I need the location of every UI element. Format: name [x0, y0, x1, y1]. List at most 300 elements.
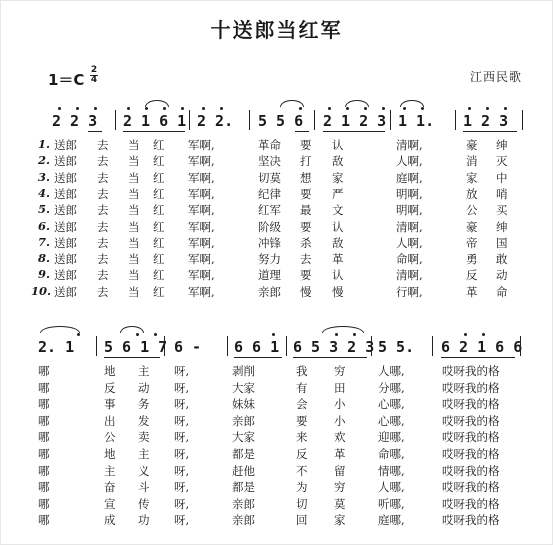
- barline: [390, 110, 391, 130]
- lyric-row: [0, 363, 553, 380]
- lyric-word: 阶级: [258, 219, 281, 234]
- octave-dot: [403, 107, 406, 110]
- lyric-word: 杀: [300, 235, 312, 250]
- lyric-word: 送郎: [54, 284, 77, 299]
- lyric-word: 军啊,: [188, 284, 215, 299]
- barline: [227, 336, 228, 356]
- lyric-word: 亲郎: [232, 413, 255, 428]
- lyric-word: 当: [128, 268, 140, 283]
- tie: [120, 326, 144, 333]
- lyric-word: 小: [334, 413, 346, 428]
- lyric-row: [0, 463, 553, 480]
- lyric-word: 敌: [332, 154, 344, 169]
- lyric-word: 去: [97, 170, 109, 185]
- octave-dot: [94, 107, 97, 110]
- lyric-word: 要: [300, 219, 312, 234]
- lyric-word: 田: [334, 380, 346, 395]
- lyric-word: 坚决: [258, 154, 281, 169]
- lyric-word: 放: [466, 186, 478, 201]
- lyric-word: 哎呀我的格: [442, 413, 500, 428]
- lyric-word: 公: [466, 203, 478, 218]
- lyric-word: 庭哪,: [378, 513, 405, 528]
- lyric-word: 严: [332, 186, 344, 201]
- lyric-word: 功: [138, 513, 150, 528]
- verse-number: 9.: [38, 267, 51, 282]
- lyric-word: 呀,: [174, 496, 190, 511]
- lyric-word: 送郎: [54, 219, 77, 234]
- lyric-word: 留: [334, 463, 346, 478]
- lyric-word: 去: [97, 252, 109, 267]
- beam: [295, 131, 309, 132]
- octave-dot: [335, 333, 338, 336]
- lyric-word: 帝: [466, 235, 478, 250]
- lyric-row: [0, 186, 553, 203]
- lyric-word: 去: [97, 138, 109, 152]
- lyric-row: [0, 219, 553, 236]
- lyric-word: 都是: [232, 480, 255, 495]
- measure-2-5: 6 5 3 2 3: [293, 338, 375, 356]
- lyric-word: 剥削: [232, 364, 255, 378]
- lyric-word: 送郎: [54, 203, 77, 218]
- lyric-word: 反: [296, 447, 308, 461]
- octave-dot: [468, 107, 471, 110]
- lyric-word: 哪: [38, 447, 50, 461]
- lyric-row: [0, 396, 553, 413]
- lyric-word: 情哪,: [378, 463, 405, 478]
- lyric-word: 慢: [332, 284, 344, 299]
- lyric-word: 大家: [232, 380, 255, 395]
- lyric-word: 奋: [104, 480, 116, 495]
- lyric-word: 军啊,: [188, 235, 215, 250]
- lyric-word: 去: [97, 219, 109, 234]
- octave-dot: [504, 107, 507, 110]
- lyric-word: 红: [153, 186, 165, 201]
- barline: [189, 110, 190, 130]
- octave-dot: [328, 107, 331, 110]
- lyric-word: 送郎: [54, 170, 77, 185]
- lyric-word: 分哪,: [378, 380, 405, 395]
- lyric-word: 人啊,: [396, 235, 423, 250]
- octave-dot: [127, 107, 130, 110]
- octave-dot: [353, 333, 356, 336]
- lyric-word: 人哪,: [378, 480, 405, 495]
- lyric-word: 军啊,: [188, 170, 215, 185]
- lyric-row: [0, 235, 553, 252]
- lyric-word: 主: [138, 364, 150, 378]
- lyric-word: 不: [296, 463, 308, 478]
- barline: [249, 110, 250, 130]
- octave-dot: [486, 107, 489, 110]
- lyric-word: 呀,: [174, 447, 190, 461]
- lyric-word: 当: [128, 219, 140, 234]
- lyric-word: 反: [466, 268, 478, 283]
- lyric-word: 行啊,: [396, 284, 423, 299]
- lyric-word: 革: [334, 447, 346, 461]
- lyric-word: 消: [466, 154, 478, 169]
- lyric-word: 为: [296, 480, 308, 495]
- lyric-word: 命: [496, 284, 508, 299]
- lyric-word: 红: [153, 170, 165, 185]
- lyric-word: 亲郎: [258, 284, 281, 299]
- octave-dot: [272, 333, 275, 336]
- lyric-word: 哎呀我的格: [442, 380, 500, 395]
- lyric-word: 去: [300, 252, 312, 267]
- octave-dot: [421, 107, 424, 110]
- lyric-word: 豪: [466, 138, 478, 152]
- lyric-word: 哪: [38, 397, 50, 412]
- lyric-row: [0, 137, 553, 154]
- lyric-word: 绅: [496, 219, 508, 234]
- verse-number: 2.: [38, 153, 51, 168]
- lyric-word: 哎呀我的格: [442, 397, 500, 412]
- lyric-word: 去: [97, 154, 109, 169]
- octave-dot: [299, 107, 302, 110]
- measure-1-7: 1 2 3: [463, 112, 509, 130]
- tie: [400, 100, 424, 107]
- measure-2-2: 5 6 1 7: [104, 338, 168, 356]
- lyric-row: [0, 429, 553, 446]
- beam: [104, 357, 160, 358]
- measure-2-7: 6 2 1 6 6: [441, 338, 523, 356]
- lyric-word: 地: [104, 364, 116, 378]
- lyric-word: 莫: [334, 496, 346, 511]
- tie: [345, 100, 369, 107]
- lyric-word: 绅: [496, 138, 508, 152]
- lyric-word: 呀,: [174, 413, 190, 428]
- lyric-word: 呀,: [174, 480, 190, 495]
- lyric-word: 哎呀我的格: [442, 364, 500, 378]
- lyric-word: 革: [466, 284, 478, 299]
- lyric-word: 家: [466, 170, 478, 185]
- octave-dot: [464, 333, 467, 336]
- measure-1-1: 2 2 3: [52, 112, 98, 130]
- octave-dot: [163, 107, 166, 110]
- lyric-word: 慢: [300, 284, 312, 299]
- lyric-word: 哨: [496, 186, 508, 201]
- barline: [455, 110, 456, 130]
- lyric-word: 哪: [38, 430, 50, 445]
- lyric-word: 人啊,: [396, 154, 423, 169]
- lyric-word: 哪: [38, 496, 50, 511]
- key-signature: 1＝C: [48, 71, 85, 89]
- beam: [234, 357, 282, 358]
- lyric-word: 道理: [258, 268, 281, 283]
- lyric-row: [0, 496, 553, 513]
- lyric-word: 哎呀我的格: [442, 513, 500, 528]
- lyric-row: [0, 380, 553, 397]
- lyric-word: 清啊,: [396, 138, 423, 152]
- lyric-row: [0, 170, 553, 187]
- lyric-word: 穷: [334, 480, 346, 495]
- lyric-word: 传: [138, 496, 150, 511]
- lyric-word: 哎呀我的格: [442, 480, 500, 495]
- octave-dot: [136, 333, 139, 336]
- verse-number: 4.: [38, 185, 51, 200]
- lyric-word: 哪: [38, 413, 50, 428]
- lyric-word: 去: [97, 186, 109, 201]
- lyric-word: 清啊,: [396, 268, 423, 283]
- lyric-word: 亲郎: [232, 513, 255, 528]
- lyric-word: 纪律: [258, 186, 281, 201]
- lyric-word: 哎呀我的格: [442, 447, 500, 461]
- lyric-row: [0, 479, 553, 496]
- lyric-word: 妹妹: [232, 397, 255, 412]
- lyric-word: 哎呀我的格: [442, 430, 500, 445]
- time-signature: [90, 66, 98, 85]
- lyric-row: [0, 153, 553, 170]
- lyric-word: 认: [332, 219, 344, 234]
- lyric-word: 送郎: [54, 138, 77, 152]
- lyric-word: 军啊,: [188, 138, 215, 152]
- beam: [88, 131, 102, 132]
- lyric-word: 回: [296, 513, 308, 528]
- octave-dot: [181, 107, 184, 110]
- lyric-word: 军啊,: [188, 203, 215, 218]
- tie: [145, 100, 169, 107]
- lyric-word: 哪: [38, 380, 50, 395]
- lyric-word: 反: [104, 380, 116, 395]
- verse-number: 5.: [38, 202, 51, 217]
- verse-number: 10.: [31, 283, 52, 298]
- lyric-word: 事: [104, 397, 116, 412]
- lyric-word: 来: [296, 430, 308, 445]
- lyric-word: 送郎: [54, 186, 77, 201]
- measure-2-4: 6 6 1: [234, 338, 280, 356]
- lyric-word: 主: [138, 447, 150, 461]
- lyric-word: 红: [153, 154, 165, 169]
- octave-dot: [346, 107, 349, 110]
- lyric-word: 豪: [466, 219, 478, 234]
- verse-number: 6.: [38, 218, 51, 233]
- lyric-word: 最: [300, 203, 312, 218]
- lyric-word: 发: [138, 413, 150, 428]
- lyric-word: 当: [128, 203, 140, 218]
- lyric-word: 哪: [38, 480, 50, 495]
- lyric-word: 呀,: [174, 380, 190, 395]
- lyric-word: 哪: [38, 364, 50, 378]
- measure-1-6: 1 1.: [398, 112, 435, 130]
- lyric-word: 家: [334, 513, 346, 528]
- lyric-word: 红: [153, 138, 165, 152]
- lyric-word: 送郎: [54, 235, 77, 250]
- verse-number: 3.: [38, 169, 51, 184]
- lyric-word: 动: [496, 268, 508, 283]
- lyric-word: 都是: [232, 447, 255, 461]
- lyric-word: 军啊,: [188, 252, 215, 267]
- lyric-word: 敌: [332, 235, 344, 250]
- lyric-word: 命啊,: [396, 252, 423, 267]
- lyric-word: 心哪,: [378, 413, 405, 428]
- barline: [96, 336, 97, 356]
- lyric-word: 想: [300, 170, 312, 185]
- lyric-word: 地: [104, 447, 116, 461]
- lyric-word: 穷: [334, 364, 346, 378]
- beam: [123, 131, 185, 132]
- lyric-word: 国: [496, 235, 508, 250]
- lyric-word: 命哪,: [378, 447, 405, 461]
- lyric-word: 会: [296, 397, 308, 412]
- lyric-word: 听哪,: [378, 496, 405, 511]
- lyric-word: 呀,: [174, 364, 190, 378]
- lyric-word: 去: [97, 268, 109, 283]
- barline: [520, 336, 521, 356]
- barline: [314, 110, 315, 130]
- lyric-word: 有: [296, 380, 308, 395]
- lyric-word: 当: [128, 235, 140, 250]
- lyric-word: 当: [128, 284, 140, 299]
- lyric-row: [0, 284, 553, 301]
- lyric-word: 要: [300, 186, 312, 201]
- lyric-word: 红: [153, 235, 165, 250]
- lyric-word: 冲锋: [258, 235, 281, 250]
- octave-dot: [382, 107, 385, 110]
- lyric-word: 卖: [138, 430, 150, 445]
- lyric-word: 出: [104, 413, 116, 428]
- lyric-word: 当: [128, 154, 140, 169]
- lyric-word: 中: [496, 170, 508, 185]
- lyric-word: 军啊,: [188, 268, 215, 283]
- lyric-word: 哎呀我的格: [442, 463, 500, 478]
- lyric-word: 要: [300, 138, 312, 152]
- lyric-word: 勇: [466, 252, 478, 267]
- octave-dot: [364, 107, 367, 110]
- lyric-word: 切莫: [258, 170, 281, 185]
- lyric-word: 动: [138, 380, 150, 395]
- lyric-word: 红: [153, 268, 165, 283]
- barline: [286, 336, 287, 356]
- lyric-word: 送郎: [54, 154, 77, 169]
- lyric-word: 红: [153, 252, 165, 267]
- lyric-word: 去: [97, 235, 109, 250]
- lyric-word: 宣: [104, 496, 116, 511]
- tie: [322, 326, 364, 333]
- barline: [371, 336, 372, 356]
- time-signature-bottom: 4: [90, 75, 98, 85]
- lyric-word: 呀,: [174, 397, 190, 412]
- lyric-word: 公: [104, 430, 116, 445]
- lyric-word: 敢: [496, 252, 508, 267]
- lyric-word: 送郎: [54, 268, 77, 283]
- verse-number: 1.: [38, 137, 51, 151]
- beam: [293, 357, 367, 358]
- lyric-row: [0, 446, 553, 463]
- lyric-word: 军啊,: [188, 219, 215, 234]
- barline: [432, 336, 433, 356]
- lyric-word: 革: [332, 252, 344, 267]
- lyric-word: 亲郎: [232, 496, 255, 511]
- lyric-word: 要: [296, 413, 308, 428]
- lyric-word: 主: [104, 463, 116, 478]
- verse-number: 7.: [38, 234, 51, 249]
- lyric-word: 成: [104, 513, 116, 528]
- lyric-row: [0, 413, 553, 430]
- lyric-word: 呀,: [174, 513, 190, 528]
- lyric-word: 切: [296, 496, 308, 511]
- lyric-word: 认: [332, 268, 344, 283]
- measure-1-5: 2 1 2 3: [323, 112, 387, 130]
- octave-dot: [145, 107, 148, 110]
- lyric-word: 红: [153, 284, 165, 299]
- lyric-word: 红: [153, 219, 165, 234]
- lyric-word: 迎哪,: [378, 430, 405, 445]
- lyric-word: 认: [332, 138, 344, 152]
- lyric-word: 心哪,: [378, 397, 405, 412]
- octave-dot: [482, 333, 485, 336]
- lyric-word: 明啊,: [396, 203, 423, 218]
- lyric-word: 红: [153, 203, 165, 218]
- measure-1-2: 2 1 6 1: [123, 112, 187, 130]
- measure-2-6: 5 5.: [378, 338, 415, 356]
- lyric-word: 当: [128, 170, 140, 185]
- beam: [441, 357, 515, 358]
- measure-2-1: 2. 1: [38, 338, 75, 356]
- lyric-word: 大家: [232, 430, 255, 445]
- lyric-word: 红军: [258, 203, 281, 218]
- lyric-word: 明啊,: [396, 186, 423, 201]
- octave-dot: [202, 107, 205, 110]
- lyric-word: 呀,: [174, 463, 190, 478]
- lyric-word: 欢: [334, 430, 346, 445]
- lyric-word: 义: [138, 463, 150, 478]
- measure-1-3: 2 2.: [197, 112, 234, 130]
- lyric-row: [0, 251, 553, 268]
- lyric-word: 哎呀我的格: [442, 496, 500, 511]
- beam: [463, 131, 517, 132]
- beam: [323, 131, 385, 132]
- lyric-word: 去: [97, 284, 109, 299]
- lyric-word: 呀,: [174, 430, 190, 445]
- lyric-word: 当: [128, 186, 140, 201]
- barline: [522, 110, 523, 130]
- song-title: 十送郎当红军: [210, 18, 343, 42]
- lyric-word: 灭: [496, 154, 508, 169]
- lyric-word: 当: [128, 138, 140, 152]
- lyric-word: 哪: [38, 513, 50, 528]
- lyric-row: [0, 512, 553, 529]
- lyric-word: 要: [300, 268, 312, 283]
- lyric-word: 庭啊,: [396, 170, 423, 185]
- lyric-word: 送郎: [54, 252, 77, 267]
- time-signature-top: 2: [90, 65, 98, 75]
- barline: [115, 110, 116, 130]
- lyric-word: 军啊,: [188, 154, 215, 169]
- octave-dot: [77, 333, 80, 336]
- lyric-word: 去: [97, 203, 109, 218]
- octave-dot: [58, 107, 61, 110]
- octave-dot: [220, 107, 223, 110]
- measure-2-3: 6 -: [174, 338, 202, 356]
- lyric-word: 文: [332, 203, 344, 218]
- tie: [40, 326, 80, 333]
- lyric-row: [0, 267, 553, 284]
- lyric-row: [0, 202, 553, 219]
- lyric-word: 赶他: [232, 463, 255, 478]
- lyric-word: 打: [300, 154, 312, 169]
- measure-1-4: 5 5 6: [258, 112, 304, 130]
- lyric-word: 革命: [258, 138, 281, 152]
- lyric-word: 买: [496, 203, 508, 218]
- lyric-word: 清啊,: [396, 219, 423, 234]
- octave-dot: [154, 333, 157, 336]
- lyric-word: 军啊,: [188, 186, 215, 201]
- octave-dot: [76, 107, 79, 110]
- tie: [280, 100, 304, 107]
- lyric-word: 小: [334, 397, 346, 412]
- lyric-word: 家: [332, 170, 344, 185]
- verse-number: 8.: [38, 251, 51, 266]
- barline: [164, 336, 165, 356]
- lyric-word: 努力: [258, 252, 281, 267]
